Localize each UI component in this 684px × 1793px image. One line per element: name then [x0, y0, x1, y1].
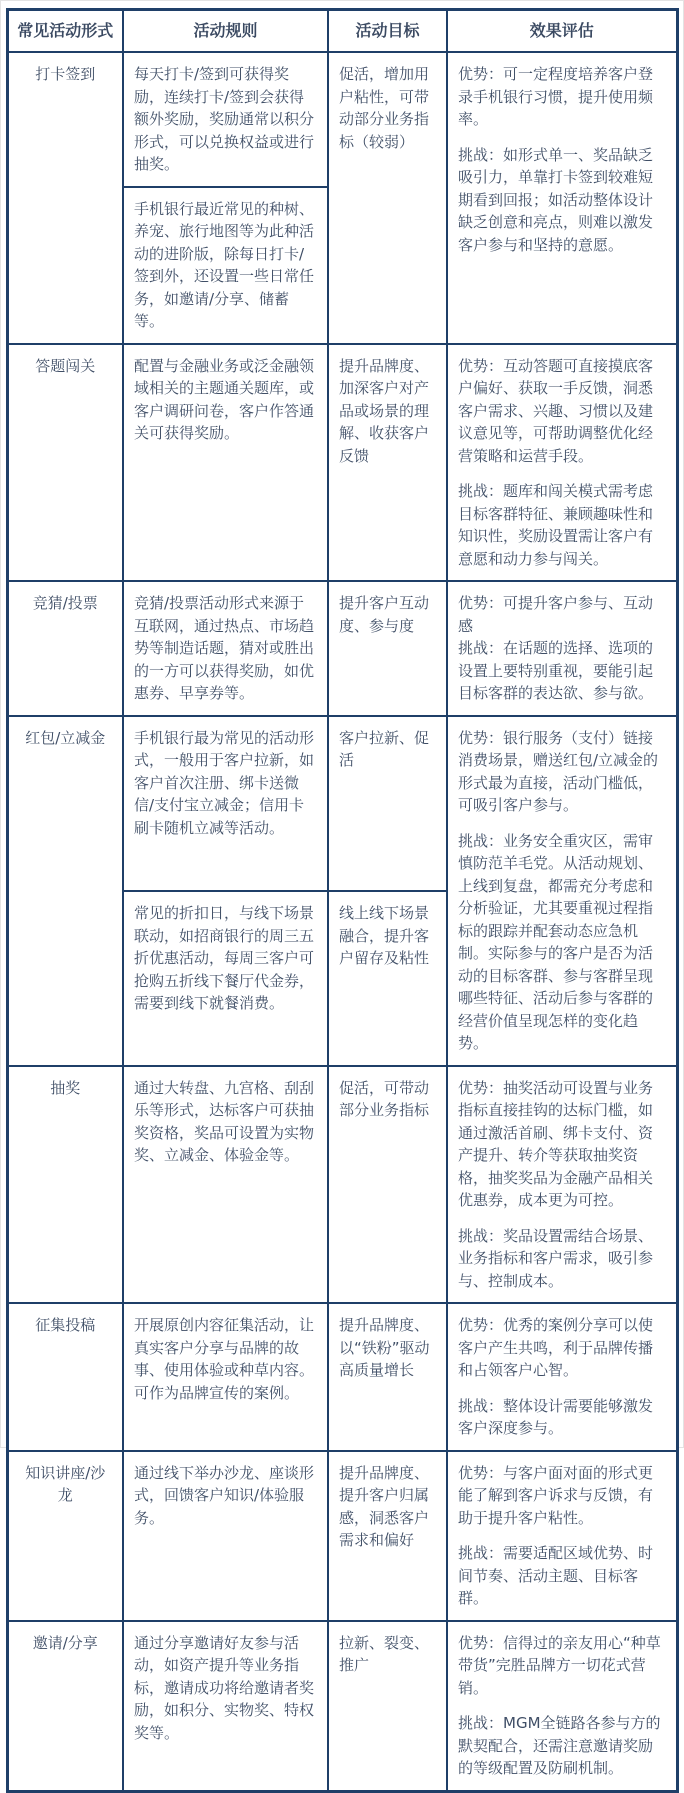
rule-paragraph: 通过分享邀请好友参与活动，如资产提升等业务指标，邀请成功将给邀请者奖励，如积分、实物奖、特权奖等。: [134, 1633, 315, 1742]
goal-paragraph: 提升品牌度、加深客户对产品或场景的理解、收获客户反馈: [339, 356, 430, 465]
challenge-paragraph: 挑战：奖品设置需结合场景、业务指标和客户需求，吸引参与、控制成本。: [458, 1226, 654, 1290]
goal-paragraph: 线上线下场景融合，提升客户留存及粘性: [339, 904, 430, 968]
rule-paragraph: 竞猜/投票活动形式来源于互联网，通过热点、市场趋势等制造话题，猜对或胜出的一方可以获得奖励，如优惠券、早享券等。: [134, 594, 315, 702]
rule-paragraph: 配置与金融业务或泛金融领域相关的主题通关题库，或客户调研问卷，客户作答通关可获得奖励。: [134, 356, 315, 442]
activity-form-cell: 知识讲座/沙龙: [7, 1451, 123, 1621]
goal-paragraph: 客户拉新、促活: [339, 728, 430, 769]
activity-form-cell: 答题闯关: [7, 344, 123, 582]
goal-cell: [328, 1066, 447, 1304]
challenge-paragraph: 挑战：业务安全重灾区，需审慎防范羊毛党。从活动规划、上线到复盘，都需充分考虑和分析验证，尤其要重视过程指标的跟踪并配套动态应急机制。实际参与的客户是否为活动的目标客群、参与客群呈现哪些特征、活动后参与客群的经营价值呈现怎样的变化趋势。: [458, 831, 654, 1052]
advantage-paragraph: 优势：可一定程度培养客户登录手机银行习惯，提升使用频率。: [458, 65, 654, 128]
goal-cell: [328, 1303, 447, 1451]
activity-form-cell: 红包/立减金: [7, 716, 123, 1066]
evaluation-cell: [447, 716, 677, 1066]
rule-paragraph: 通过大转盘、九宫格、刮刮乐等形式，达标客户可获抽奖资格，奖品可设置为实物奖、立减金、体验金等。: [134, 1078, 315, 1164]
table-row: [7, 1303, 677, 1451]
rule-paragraph: 手机银行最为常见的活动形式，一般用于客户拉新，如客户首次注册、绑卡送微信/支付宝立减金；信用卡刷卡随机立减等活动。: [134, 728, 315, 837]
goal-cell: [328, 716, 447, 892]
evaluation-cell: [447, 1621, 677, 1792]
rule-paragraph: 通过线下举办沙龙、座谈形式，回馈客户知识/体验服务。: [134, 1463, 315, 1527]
rules-cell: [123, 1621, 328, 1792]
rule-paragraph: 常见的折扣日，与线下场景联动，如招商银行的周三五折优惠活动，每周三客户可抢购五折线下餐厅代金券，需要到线下就餐消费。: [134, 904, 315, 1013]
goal-paragraph: 拉新、裂变、推广: [339, 1633, 430, 1674]
header-row: [7, 10, 677, 53]
rule-paragraph: 每天打卡/签到可获得奖励，连续打卡/签到会获得额外奖励，奖励通常以积分形式，可以兑换权益或进行抽奖。: [134, 65, 315, 173]
header-effect-evaluation: 效果评估: [447, 10, 677, 53]
advantage-paragraph: 优势：与客户面对面的形式更能了解到客户诉求与反馈，有助于提升客户粘性。: [458, 1463, 654, 1527]
table-row: [7, 1621, 677, 1792]
goal-cell: [328, 344, 447, 582]
table-row: [7, 344, 677, 582]
challenge-paragraph: 挑战：MGM全链路各参与方的默契配合，还需注意邀请奖励的等级配置及防刷机制。: [458, 1714, 661, 1777]
goal-paragraph: 促活，可带动部分业务指标: [339, 1078, 430, 1119]
rules-cell: [123, 1066, 328, 1304]
table-row: [7, 52, 677, 187]
evaluation-cell: [447, 1066, 677, 1304]
advantage-paragraph: 优势：信得过的亲友用心“种草带货”完胜品牌方一切花式营销。: [458, 1633, 661, 1697]
table-row: [7, 581, 677, 716]
evaluation-cell: [447, 1303, 677, 1451]
header-activity-rules: 活动规则: [123, 10, 328, 53]
evaluation-cell: [447, 52, 677, 344]
challenge-paragraph: 挑战：如形式单一、奖品缺乏吸引力，单靠打卡签到较难短期看到回报；如活动整体设计缺乏创意和亮点，则难以激发客户参与和坚持的意愿。: [458, 145, 654, 254]
rules-cell: [123, 187, 328, 344]
header-activity-form: 常见活动形式: [7, 10, 123, 53]
evaluation-cell: [447, 581, 677, 716]
challenge-paragraph: 挑战：需要适配区域优势、时间节奏、活动主题、目标客群。: [458, 1544, 654, 1607]
activity-form-cell: 邀请/分享: [7, 1621, 123, 1792]
goal-paragraph: 提升品牌度、提升客户归属感，洞悉客户需求和偏好: [339, 1463, 430, 1549]
activity-form-cell: 打卡签到: [7, 52, 123, 344]
goal-cell: [328, 891, 447, 1065]
challenge-paragraph: 挑战：整体设计需要能够激发客户深度参与。: [458, 1396, 654, 1437]
table-row: [7, 716, 677, 892]
rule-paragraph: 开展原创内容征集活动，让真实客户分享与品牌的故事、使用体验或种草内容。可作为品牌宣传的案例。: [134, 1316, 315, 1402]
goal-paragraph: 促活，增加用户粘性，可带动部分业务指标（较弱）: [339, 65, 430, 151]
table-row: [7, 1451, 677, 1621]
rules-cell: [123, 581, 328, 716]
rules-cell: [123, 716, 328, 892]
challenge-paragraph: 挑战：题库和闯关模式需考虑目标客群特征、兼顾趣味性和知识性，奖励设置需让客户有意愿和动力参与闯关。: [458, 482, 654, 568]
evaluation-cell: [447, 1451, 677, 1621]
goal-cell: [328, 52, 447, 344]
evaluation-cell: [447, 344, 677, 582]
rules-cell: [123, 1303, 328, 1451]
advantage-paragraph: 优势：优秀的案例分享可以使客户产生共鸣，利于品牌传播和占领客户心智。: [458, 1316, 654, 1379]
challenge-paragraph: 挑战：在话题的选择、选项的设置上要特别重视，要能引起目标客群的表达欲、参与欲。: [458, 639, 654, 702]
rules-cell: [123, 891, 328, 1065]
rules-cell: [123, 1451, 328, 1621]
activity-form-cell: 竞猜/投票: [7, 581, 123, 716]
activity-table: [6, 8, 679, 1793]
advantage-paragraph: 优势：抽奖活动可设置与业务指标直接挂钩的达标门槛，如通过激活首刷、绑卡支付、资产提升、转介等获取抽奖资格，抽奖奖品为金融产品相关优惠券，成本更为可控。: [458, 1078, 654, 1209]
activity-form-cell: 抽奖: [7, 1066, 123, 1304]
advantage-paragraph: 优势：可提升客户参与、互动感: [458, 594, 654, 635]
goal-cell: [328, 1621, 447, 1792]
activity-form-cell: 征集投稿: [7, 1303, 123, 1451]
advantage-paragraph: 优势：银行服务（支付）链接消费场景，赠送红包/立减金的形式最为直接，活动门槛低，可吸引客户参与。: [458, 728, 659, 814]
goal-cell: [328, 581, 447, 716]
goal-paragraph: 提升客户互动度、参与度: [339, 594, 430, 635]
advantage-paragraph: 优势：互动答题可直接摸底客户偏好、获取一手反馈，洞悉客户需求、兴趣、习惯以及建议意见等，可帮助调整优化经营策略和运营手段。: [458, 356, 654, 465]
goal-paragraph: 提升品牌度、以“铁粉”驱动高质量增长: [339, 1316, 430, 1379]
goal-cell: [328, 1451, 447, 1621]
header-activity-goal: 活动目标: [328, 10, 447, 53]
rules-cell: [123, 52, 328, 187]
table-row: [7, 1066, 677, 1304]
rules-cell: [123, 344, 328, 582]
rule-paragraph: 手机银行最近常见的种树、养宠、旅行地图等为此种活动的进阶版，除每日打卡/签到外，还设置一些日常任务，如邀请/分享、储蓄等。: [134, 199, 315, 330]
